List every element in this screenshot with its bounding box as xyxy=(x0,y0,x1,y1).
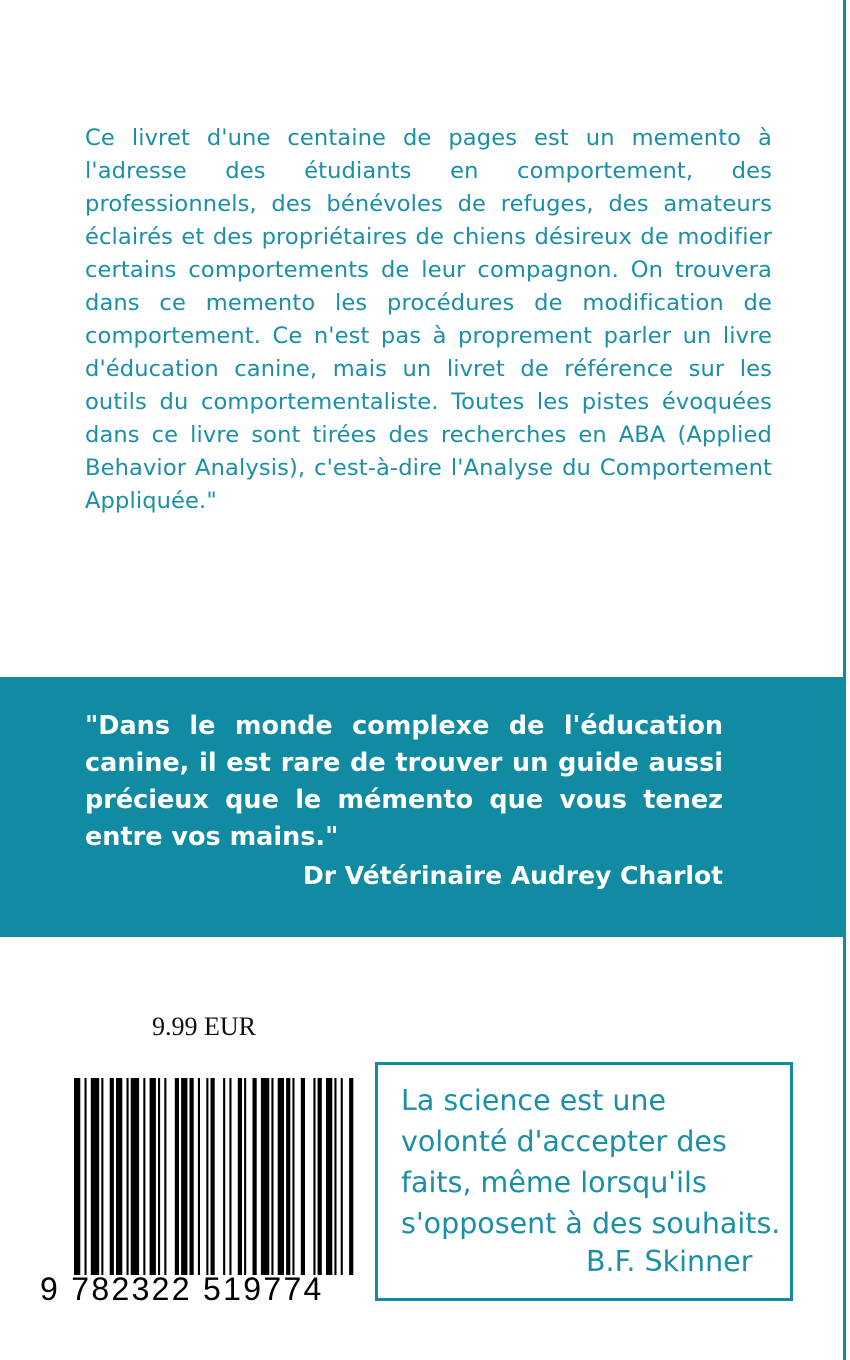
barcode-bar xyxy=(349,1078,353,1275)
barcode-bar xyxy=(238,1078,242,1275)
barcode-bar xyxy=(313,1078,315,1275)
barcode-bar xyxy=(91,1078,99,1275)
barcode-bar xyxy=(292,1078,294,1275)
barcode-bar xyxy=(253,1078,257,1275)
barcode-bar xyxy=(175,1078,179,1275)
barcode-bar xyxy=(341,1078,343,1275)
barcode-bar xyxy=(271,1078,273,1275)
barcode-bar xyxy=(211,1078,215,1275)
barcode-bar xyxy=(244,1078,246,1275)
barcode-bar xyxy=(301,1078,305,1275)
barcode-bars xyxy=(40,1070,360,1275)
barcode-bar xyxy=(206,1078,208,1275)
testimonial-author: Dr Vétérinaire Audrey Charlot xyxy=(303,861,724,890)
barcode-bar xyxy=(110,1078,114,1275)
barcode-bar xyxy=(318,1078,322,1275)
barcode-bar xyxy=(164,1078,166,1275)
barcode-bar xyxy=(286,1078,290,1275)
barcode-bar xyxy=(181,1078,187,1275)
barcode-bar xyxy=(85,1078,87,1275)
testimonial-quote: "Dans le monde complexe de l'éducation canine, il est rare de trouver un guide aussi précieux que le mémento que vous tenez entre vos mains." xyxy=(85,711,723,852)
barcode-bar xyxy=(261,1078,269,1275)
barcode-bar xyxy=(190,1078,194,1275)
barcode-bar xyxy=(74,1078,80,1275)
barcode-bar xyxy=(131,1078,139,1275)
isbn-digits: 9 782322 519774 xyxy=(40,1271,324,1307)
barcode-bar xyxy=(150,1078,156,1275)
epigraph-quote: La science est une volonté d'accepter des faits, même lorsqu'ils s'opposent à des souhaits. xyxy=(401,1084,781,1240)
barcode-bar xyxy=(229,1078,231,1275)
price-label: 9.99 EUR xyxy=(152,1012,256,1041)
barcode-bar xyxy=(198,1078,200,1275)
barcode-bar xyxy=(101,1078,103,1275)
barcode-bar xyxy=(143,1078,145,1275)
barcode-bar xyxy=(116,1078,122,1275)
barcode-bar xyxy=(158,1078,160,1275)
barcode-bar xyxy=(127,1078,129,1275)
barcode-bar xyxy=(334,1078,336,1275)
back-cover-description: Ce livret d'une centaine de pages est un memento à l'adresse des étudiants en comportement, des professionnels, des bénévoles de refuges, des amateurs éclairés et des propriétaires de chiens désireux de modifier certains comportements de leur compagnon. On trouvera dans ce memento les procédures de modification de comportement. Ce n'est pas à proprement parler un livre d'éducation canine, mais un livret de référence sur les outils du comportementaliste. Toutes les pistes évoquées dans ce livre sont tirées des recherches en ABA (Applied Behavior Analysis), c'est-à-dire l'Analyse du Comportement Appliquée." xyxy=(85,125,772,514)
epigraph-author: B.F. Skinner xyxy=(586,1245,753,1278)
barcode-bar xyxy=(278,1078,284,1275)
barcode-bar xyxy=(326,1078,332,1275)
barcode-bar xyxy=(223,1078,225,1275)
